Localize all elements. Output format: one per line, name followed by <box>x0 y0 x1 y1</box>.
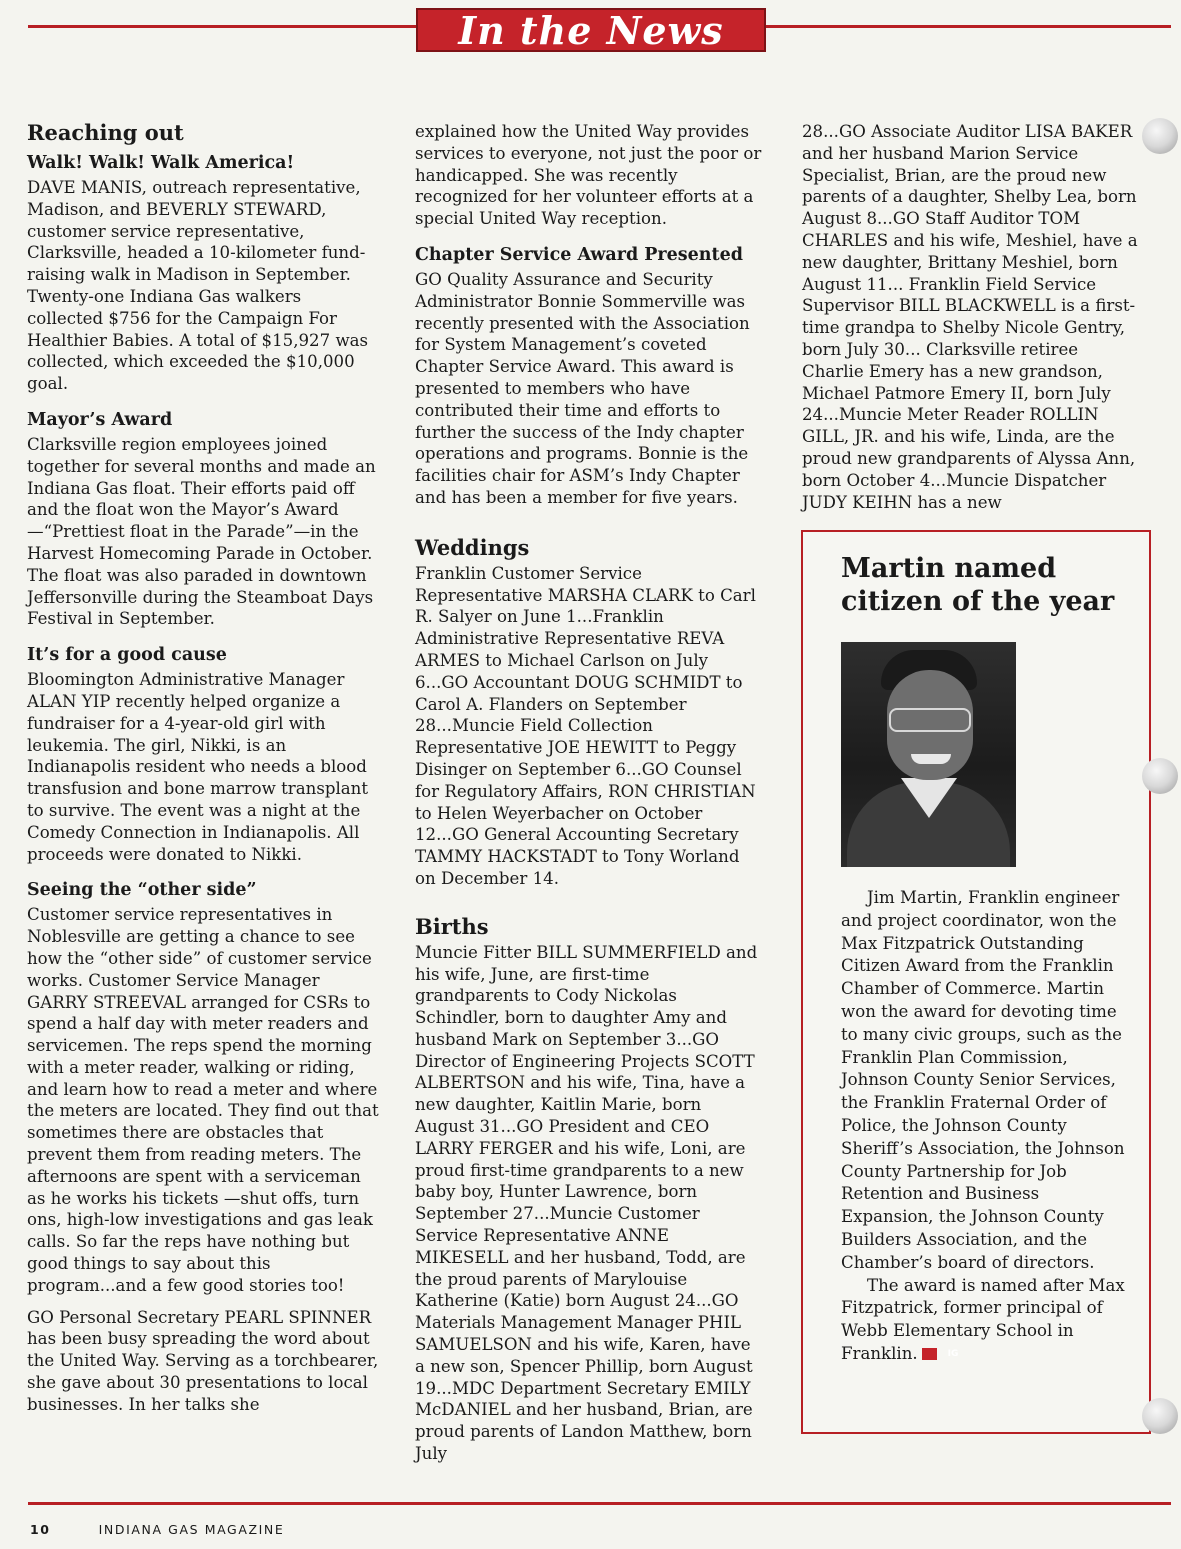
binder-hole <box>1142 118 1178 154</box>
sidebar-paragraph: Jim Martin, Franklin engineer and project coordinator, won the Max Fitzpatrick Outstanding Citizen Award from the Franklin Chamber of Commerce. Martin won the award for devoting time to many civic groups, such as the Franklin Plan Commission, Johnson County Senior Services, the Franklin Fraternal Order of Police, the Johnson County Sheriff’s Association, the Johnson County Partnership for Job Retention and Business Expansion, the Johnson County Builders Association, and the Chamber’s board of directors. <box>841 888 1125 1272</box>
sidebar-paragraph-text: The award is named after Max Fitzpatrick, former principal of Webb Elementary School in Franklin. <box>841 1275 1125 1363</box>
article-title: Weddings <box>415 534 530 560</box>
article-cause <box>27 644 379 865</box>
article-pearl-continued <box>415 121 765 230</box>
magazine-name: INDIANA GAS MAGAZINE <box>98 1522 285 1537</box>
article-mayor <box>27 409 379 630</box>
column-3 <box>802 121 1145 513</box>
article-title: Walk! Walk! Walk America! <box>27 153 295 173</box>
article-walk <box>27 152 379 395</box>
article-chapter-award <box>415 244 765 509</box>
sidebar-title: Martin named citizen of the year <box>841 553 1115 617</box>
article-body: explained how the United Way provides services to everyone, not just the poor or handicapped. She was recently recognized for her volunteer efforts at a special United Way reception. <box>415 122 762 229</box>
article-body-pearl: GO Personal Secretary PEARL SPINNER has been busy spreading the word about the United Way. Serving as a torchbearer, she gave about 30 presentations to local businesses. In her talks she <box>27 1307 379 1414</box>
article-other-side <box>27 879 379 1415</box>
article-body: GO Quality Assurance and Security Administrator Bonnie Sommerville was recently presented with the Association for System Management’s coveted Chapter Service Award. This award is presented to members who have contributed their time and efforts to further the success of the Indy chapter operations and programs. Bonnie is the facilities chair for ASM’s Indy Chapter and has been a member for five years. <box>415 269 750 507</box>
section-title: Reaching out <box>27 120 184 145</box>
article-weddings <box>415 535 765 890</box>
sidebar-paragraph <box>841 1275 1131 1366</box>
footer-rule <box>28 1502 1171 1505</box>
end-mark-icon: IG <box>922 1348 937 1360</box>
article-births <box>415 914 765 1465</box>
footer <box>30 1522 284 1537</box>
article-body: Clarksville region employees joined together for several months and made an Indiana Gas float. Their efforts paid off and the float won the Mayor’s Award—“Prettiest float in the Parade”—in the Harvest Homecoming Parade in October. The float was also paraded in downtown Jeffersonville during the Steamboat Days Festival in September. <box>27 434 376 629</box>
article-title: Seeing the “other side” <box>27 880 257 901</box>
portrait-photo <box>841 642 1016 867</box>
article-body-births-continued: 28...GO Associate Auditor LISA BAKER and her husband Marion Service Specialist, Brian, are the proud new parents of a daughter, Shelby Lea, born August 8...GO Staff Auditor TOM CHARLES and his wife, Meshiel, have a new daughter, Brittany Meshiel, born August 11... Franklin Field Service Supervisor BILL BLACKWELL is a first-time grandpa to Shelby Nicole Gentry, born July 30... Clarksville retiree Charlie Emery has a new grandson, Michael Patmore Emery II, born July 24...Muncie Meter Reader ROLLIN GILL, JR. and his wife, Linda, are the proud new grandparents of Alyssa Ann, born October 4...Muncie Dispatcher JUDY KEIHN has a new <box>802 122 1138 512</box>
binder-hole <box>1142 758 1178 794</box>
article-title: It’s for a good cause <box>27 645 227 666</box>
section-banner: In the News <box>416 8 766 52</box>
article-body: Franklin Customer Service Representative MARSHA CLARK to Carl R. Salyer on June 1...Franklin Administrative Representative REVA ARMES to Michael Carlson on July 6...GO Accountant DOUG SCHMIDT to Carol A. Flanders on September 28...Muncie Field Collection Representative JOE HEWITT to Peggy Disinger on September 6...GO Counsel for Regulatory Affairs, RON CHRISTIAN to Helen Weyerbacher on October 12...GO General Accounting Secretary TAMMY HACKSTADT to Tony Worland on December 14. <box>415 563 756 888</box>
binder-hole <box>1142 1398 1178 1434</box>
sidebar-body <box>841 887 1131 1366</box>
article-body: Customer service representatives in Noblesville are getting a chance to see how the “other side” of customer service works. Customer Service Manager GARRY STREEVAL arranged for CSRs to spend a half day with meter readers and servicemen. The reps spend the morning with a meter reader, walking or riding, and learn how to read a meter and where the meters are located. They find out that sometimes there are obstacles that prevent them from reading meters. The afternoons are spent with a serviceman as he works his tickets —shut offs, turn ons, high-low investigations and gas leak calls. So far the reps have nothing but good things to say about this program...and a few good stories too! <box>27 905 379 1295</box>
sidebar-box <box>801 530 1151 1434</box>
article-title: Chapter Service Award Presented <box>415 244 743 265</box>
article-title: Births <box>415 913 489 939</box>
article-title: Mayor’s Award <box>27 409 173 430</box>
column-1 <box>27 120 379 1430</box>
article-body: DAVE MANIS, outreach representative, Madison, and BEVERLY STEWARD, customer service representative, Clarksville, headed a 10-kilometer fund-raising walk in Madison in September. Twenty-one Indiana Gas walkers collected $756 for the Campaign For Healthier Babies. A total of $15,927 was collected, which exceeded the $10,000 goal. <box>27 178 369 394</box>
page-number: 10 <box>30 1522 51 1537</box>
article-body: Muncie Fitter BILL SUMMERFIELD and his wife, June, are first-time grandparents to Cody Nickolas Schindler, born to daughter Amy and husband Mark on September 3...GO Director of Engineering Projects SCOTT ALBERTSON and his wife, Tina, have a new daughter, Kaitlin Marie, born August 31...GO President and CEO LARRY FERGER and his wife, Loni, are proud first-time grandparents to a new baby boy, Hunter Lawrence, born September 27...Muncie Customer Service Representative ANNE MIKESELL and her husband, Todd, are the proud parents of Marylouise Katherine (Katie) born August 24...GO Materials Management Manager PHIL SAMUELSON and his wife, Karen, have a new son, Spencer Phillip, born August 19...MDC Department Secretary EMILY McDANIEL and her husband, Brian, are proud parents of Landon Matthew, born July <box>415 942 758 1464</box>
column-2 <box>415 121 765 1479</box>
article-body: Bloomington Administrative Manager ALAN YIP recently helped organize a fundraiser for a 4-year-old girl with leukemia. The girl, Nikki, is an Indianapolis resident who needs a blood transfusion and bone marrow transplant to survive. The event was a night at the Comedy Connection in Indianapolis. All proceeds were donated to Nikki. <box>27 670 369 864</box>
